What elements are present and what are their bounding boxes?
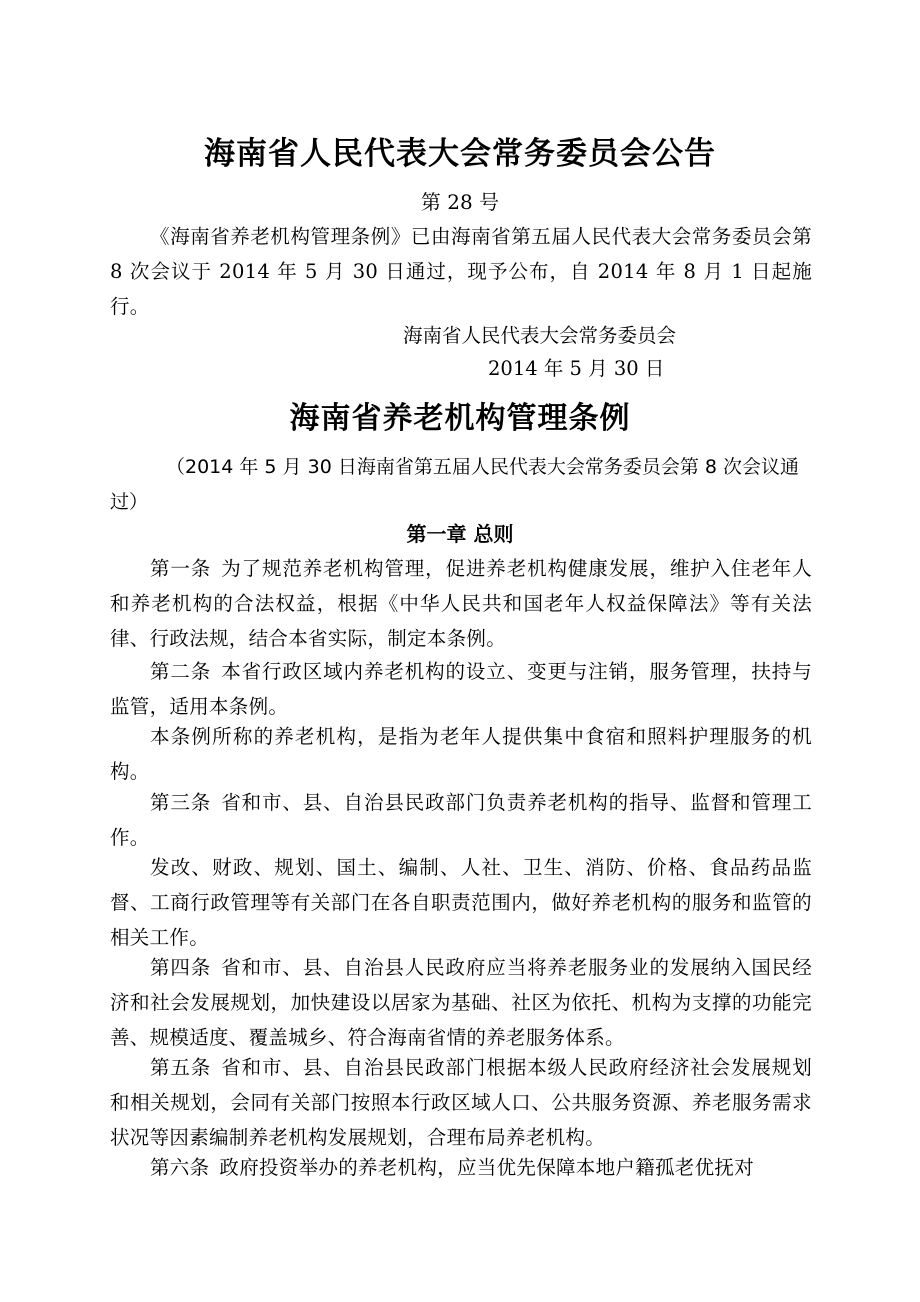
article-label: 第二条 <box>150 660 212 683</box>
announcement-title: 海南省人民代表大会常务委员会公告 <box>204 136 716 172</box>
article-text: 省和市、县、自治县人民政府应当将养老服务业的发展纳入国民经济和社会发展规划，加快建设以居家为基础、社区为依托、机构为支撑的功能完善、规模适度、覆盖城乡、符合海南省情的养老服务体系。 <box>110 956 812 1049</box>
article-4 <box>110 950 812 1055</box>
article-2 <box>110 654 812 724</box>
article-text: 省和市、县、自治县民政部门根据本级人民政府经济社会发展规划和相关规划，会同有关部门按照本行政区域人口、公共服务资源、养老服务需求状况等因素编制养老机构发展规划，合理布局养老机构。 <box>110 1056 812 1149</box>
article-6 <box>110 1150 812 1185</box>
article-5 <box>110 1050 812 1155</box>
article-2-paragraph-2 <box>110 719 812 789</box>
article-label: 第四条 <box>150 956 212 979</box>
article-text: 政府投资举办的养老机构，应当优先保障本地户籍孤老优抚对 <box>219 1156 755 1179</box>
article-label: 第三条 <box>150 791 212 814</box>
adoption-note: （2014 年 5 月 30 日海南省第五届人民代表大会常务委员会第 8 次会议通过） <box>110 456 799 513</box>
article-3 <box>110 785 812 855</box>
announcement-number: 第 28 号 <box>420 190 500 214</box>
regulation-title: 海南省养老机构管理条例 <box>289 401 631 436</box>
article-label: 第五条 <box>150 1056 212 1079</box>
announcement-date: 2014 年 5 月 30 日 <box>488 357 665 380</box>
article-label: 第一条 <box>150 557 212 580</box>
announcement-body: 《海南省养老机构管理条例》已由海南省第五届人民代表大会常务委员会第 8 次会议于 2014 年 5 月 30 日通过，现予公布，自 2014 年 8 月 1 日起施行。 <box>110 225 812 318</box>
article-label: 第六条 <box>150 1156 210 1179</box>
article-text: 为了规范养老机构管理，促进养老机构健康发展，维护入住老年人和养老机构的合法权益，根据《中华人民共和国老年人权益保障法》等有关法律、行政法规，结合本省实际，制定本条例。 <box>110 557 812 650</box>
article-3-paragraph-2 <box>110 850 812 955</box>
article-text: 发改、财政、规划、国土、编制、人社、卫生、消防、价格、食品药品监督、工商行政管理等有关部门在各自职责范围内，做好养老机构的服务和监管的相关工作。 <box>110 856 812 949</box>
announcement-signature: 海南省人民代表大会常务委员会 <box>403 324 677 347</box>
article-text: 本省行政区域内养老机构的设立、变更与注销，服务管理，扶持与监管，适用本条例。 <box>110 660 812 718</box>
article-text: 本条例所称的养老机构，是指为老年人提供集中食宿和照料护理服务的机构。 <box>110 725 812 783</box>
article-text: 省和市、县、自治县民政部门负责养老机构的指导、监督和管理工作。 <box>110 791 812 849</box>
article-1 <box>110 551 812 656</box>
chapter-title: 第一章 总则 <box>406 522 514 546</box>
